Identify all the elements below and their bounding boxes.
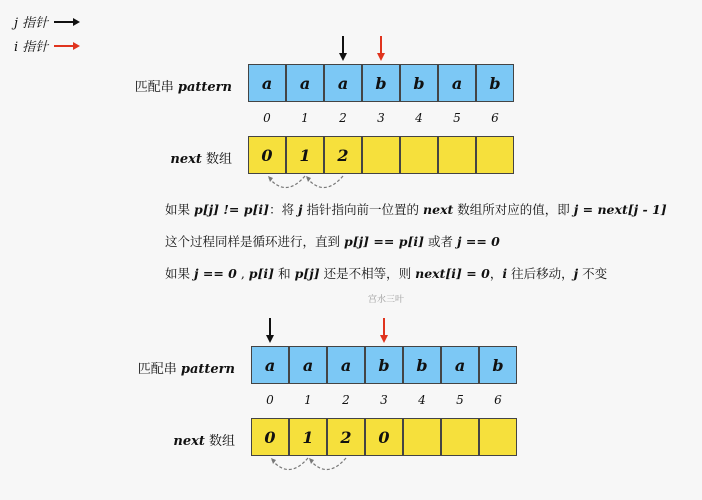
- text-seg: 或者: [424, 234, 457, 249]
- d2-pattern-cell-0: a: [251, 346, 289, 384]
- d2-pattern-cell-2: a: [327, 346, 365, 384]
- pattern-label-var: pattern: [180, 362, 235, 377]
- d1-pattern-cell-2: a: [324, 64, 362, 102]
- d1-index-label-4: 4: [415, 111, 423, 125]
- d1-index-label-1: 1: [301, 111, 309, 125]
- d2-index-label-2: 2: [342, 393, 350, 407]
- text-var: p[i]: [248, 266, 275, 281]
- d1-pattern-cell-1: a: [286, 64, 324, 102]
- next-label-var: next: [170, 152, 202, 167]
- d2-back-link-head-1: [309, 458, 314, 464]
- text-seg: 还是不相等，则: [319, 266, 416, 281]
- d2-next-cell-2: 2: [327, 418, 365, 456]
- d2-index-label-5: 5: [456, 393, 464, 407]
- text-var: next: [423, 202, 454, 217]
- text-var: j: [298, 202, 303, 217]
- text-var: j = next[j - 1]: [573, 202, 667, 217]
- d1-index-label-2: 2: [339, 111, 347, 125]
- d1-index-label-0: 0: [263, 111, 271, 125]
- d1-index-label-3: 3: [377, 111, 385, 125]
- text-seg: ，: [489, 266, 503, 281]
- text-seg: 如果: [165, 266, 194, 281]
- d2-pattern-cell-4: b: [403, 346, 441, 384]
- d2-index-label-4: 4: [418, 393, 426, 407]
- d2-back-link-head-0: [271, 458, 276, 464]
- next-label-var: next: [173, 434, 205, 449]
- d2-next-cell-0: 0: [251, 418, 289, 456]
- d1-pattern-cell-5: a: [438, 64, 476, 102]
- text-var: i: [502, 266, 508, 281]
- d1-next-cell-2: 2: [324, 136, 362, 174]
- text-seg: 这个过程同样是循环进行，直到: [165, 234, 344, 249]
- pattern-label-var: pattern: [177, 80, 232, 95]
- d2-pattern-cell-3: b: [365, 346, 403, 384]
- d2-i-pointer-icon: [380, 318, 388, 343]
- d1-index-label-6: 6: [491, 111, 499, 125]
- watermark: 宫水三叶: [368, 295, 405, 305]
- d2-index-label-1: 1: [304, 393, 312, 407]
- pattern-label-prefix: 匹配串: [137, 362, 181, 377]
- text-seg: 指针指向前一位置的: [302, 202, 424, 217]
- d1-pattern-cell-6: b: [476, 64, 514, 102]
- d1-pattern-cell-4: b: [400, 64, 438, 102]
- d2-pattern-cell-6: b: [479, 346, 517, 384]
- legend-j-label: j 指针: [14, 16, 49, 31]
- d1-index-label-5: 5: [453, 111, 461, 125]
- d1-pattern-cell-0: a: [248, 64, 286, 102]
- pattern-label-prefix: 匹配串: [134, 80, 178, 95]
- legend-i-label: i 指针: [14, 40, 49, 55]
- d2-back-link-1: [310, 458, 346, 470]
- text-seg: ,: [236, 266, 249, 281]
- d2-next-cell-5: [441, 418, 479, 456]
- d2-pattern-cell-5: a: [441, 346, 479, 384]
- d2-index-label-3: 3: [380, 393, 388, 407]
- text-seg: 不变: [578, 266, 608, 281]
- d2-pattern-cell-1: a: [289, 346, 327, 384]
- d2-index-label-6: 6: [494, 393, 502, 407]
- text-seg: 数组所对应的值，即: [453, 202, 574, 217]
- d2-next-cell-3: 0: [365, 418, 403, 456]
- text-var: j: [573, 266, 579, 281]
- d2-next-cell-6: [479, 418, 517, 456]
- d1-next-cell-1: 1: [286, 136, 324, 174]
- text-var: j == 0: [193, 266, 237, 281]
- text-var: p[j] != p[i]: [193, 202, 270, 217]
- d2-index-label-0: 0: [266, 393, 274, 407]
- text-seg: 和: [274, 266, 295, 281]
- next-label-suffix: 数组: [204, 434, 235, 449]
- text-seg: 往后移动，: [507, 266, 574, 281]
- d2-j-pointer-icon: [266, 318, 274, 343]
- d2-next-cell-4: [403, 418, 441, 456]
- text-var: p[j]: [294, 266, 320, 281]
- text-seg: ：将: [269, 202, 299, 217]
- next-label-suffix: 数组: [201, 152, 232, 167]
- d1-next-cell-0: 0: [248, 136, 286, 174]
- d2-next-cell-1: 1: [289, 418, 327, 456]
- text-var: p[j] == p[i]: [343, 234, 425, 249]
- text-seg: 如果: [165, 202, 194, 217]
- d1-pattern-cell-3: b: [362, 64, 400, 102]
- text-var: j == 0: [457, 234, 500, 249]
- d2-back-link-0: [272, 458, 308, 470]
- text-var: next[i] = 0: [415, 266, 490, 281]
